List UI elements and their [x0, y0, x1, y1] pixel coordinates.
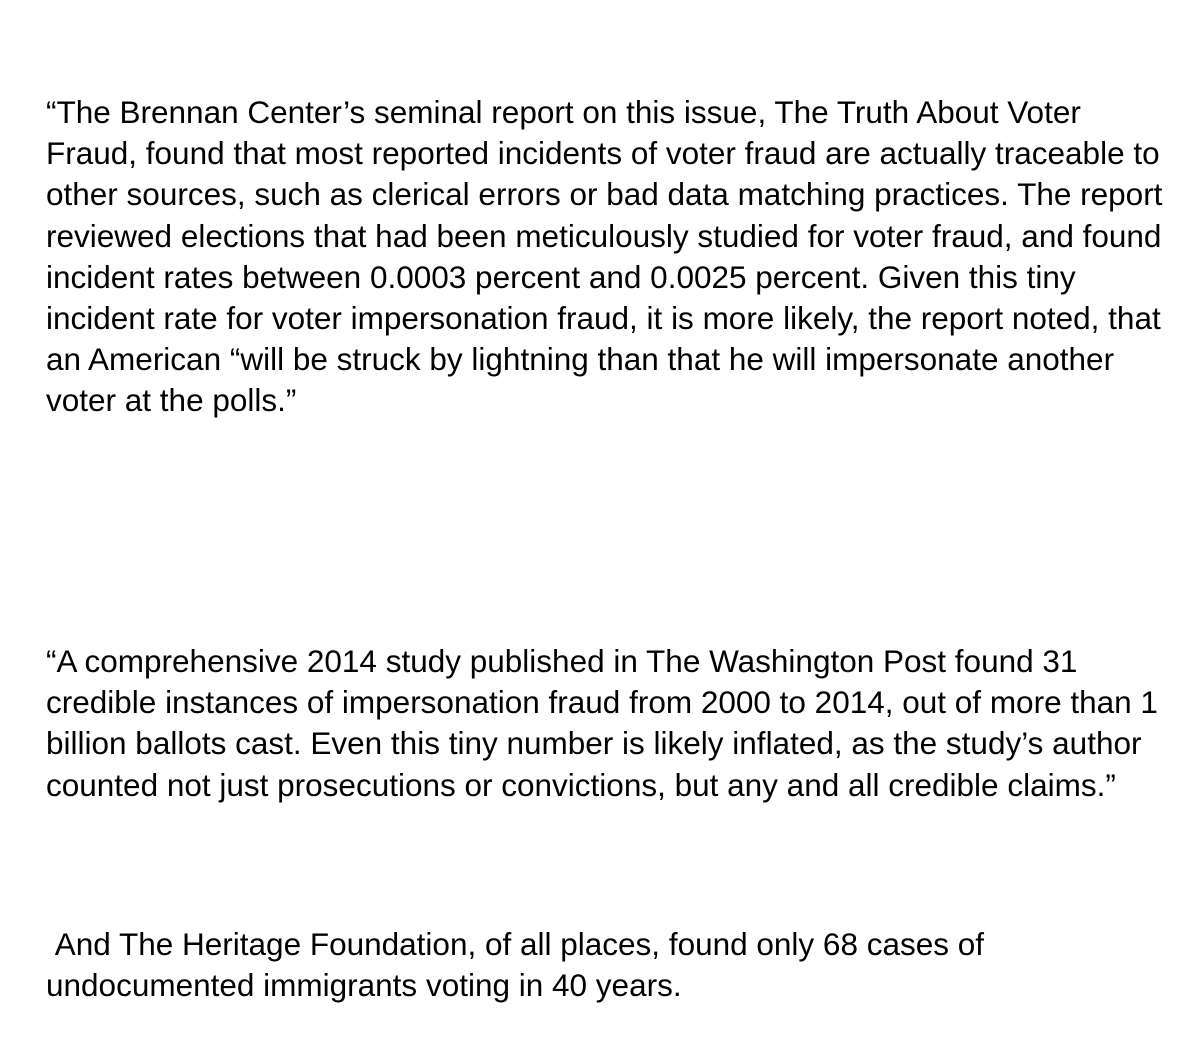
paragraph-heritage-foundation: And The Heritage Foundation, of all places, found only 68 cases of undocumented immigrants voting in 40 years. — [46, 926, 993, 1004]
paragraph-washington-post-quote: “A comprehensive 2014 study published in The Washington Post found 31 credible instances of impersonation fraud from 2000 to 2014, out of more than 1 billion ballots cast. Even this tiny number is likely inflated, as the study’s author counted not just prosecutions or convictions, but any and all credible claims.” — [46, 643, 1167, 803]
paragraph-brennan-center-quote: “The Brennan Center’s seminal report on this issue, The Truth About Voter Fraud, found that most reported incidents of voter fraud are actually traceable to other sources, such as clerical errors or bad data matching practices. The report reviewed elections that had been meticulously studied for voter fraud, and found incident rates between 0.0003 percent and 0.0025 percent. Given this tiny incident rate for voter impersonation fraud, it is more likely, the report noted, that an American “will be struck by lightning than that he will impersonate another voter at the polls.” — [46, 94, 1172, 419]
